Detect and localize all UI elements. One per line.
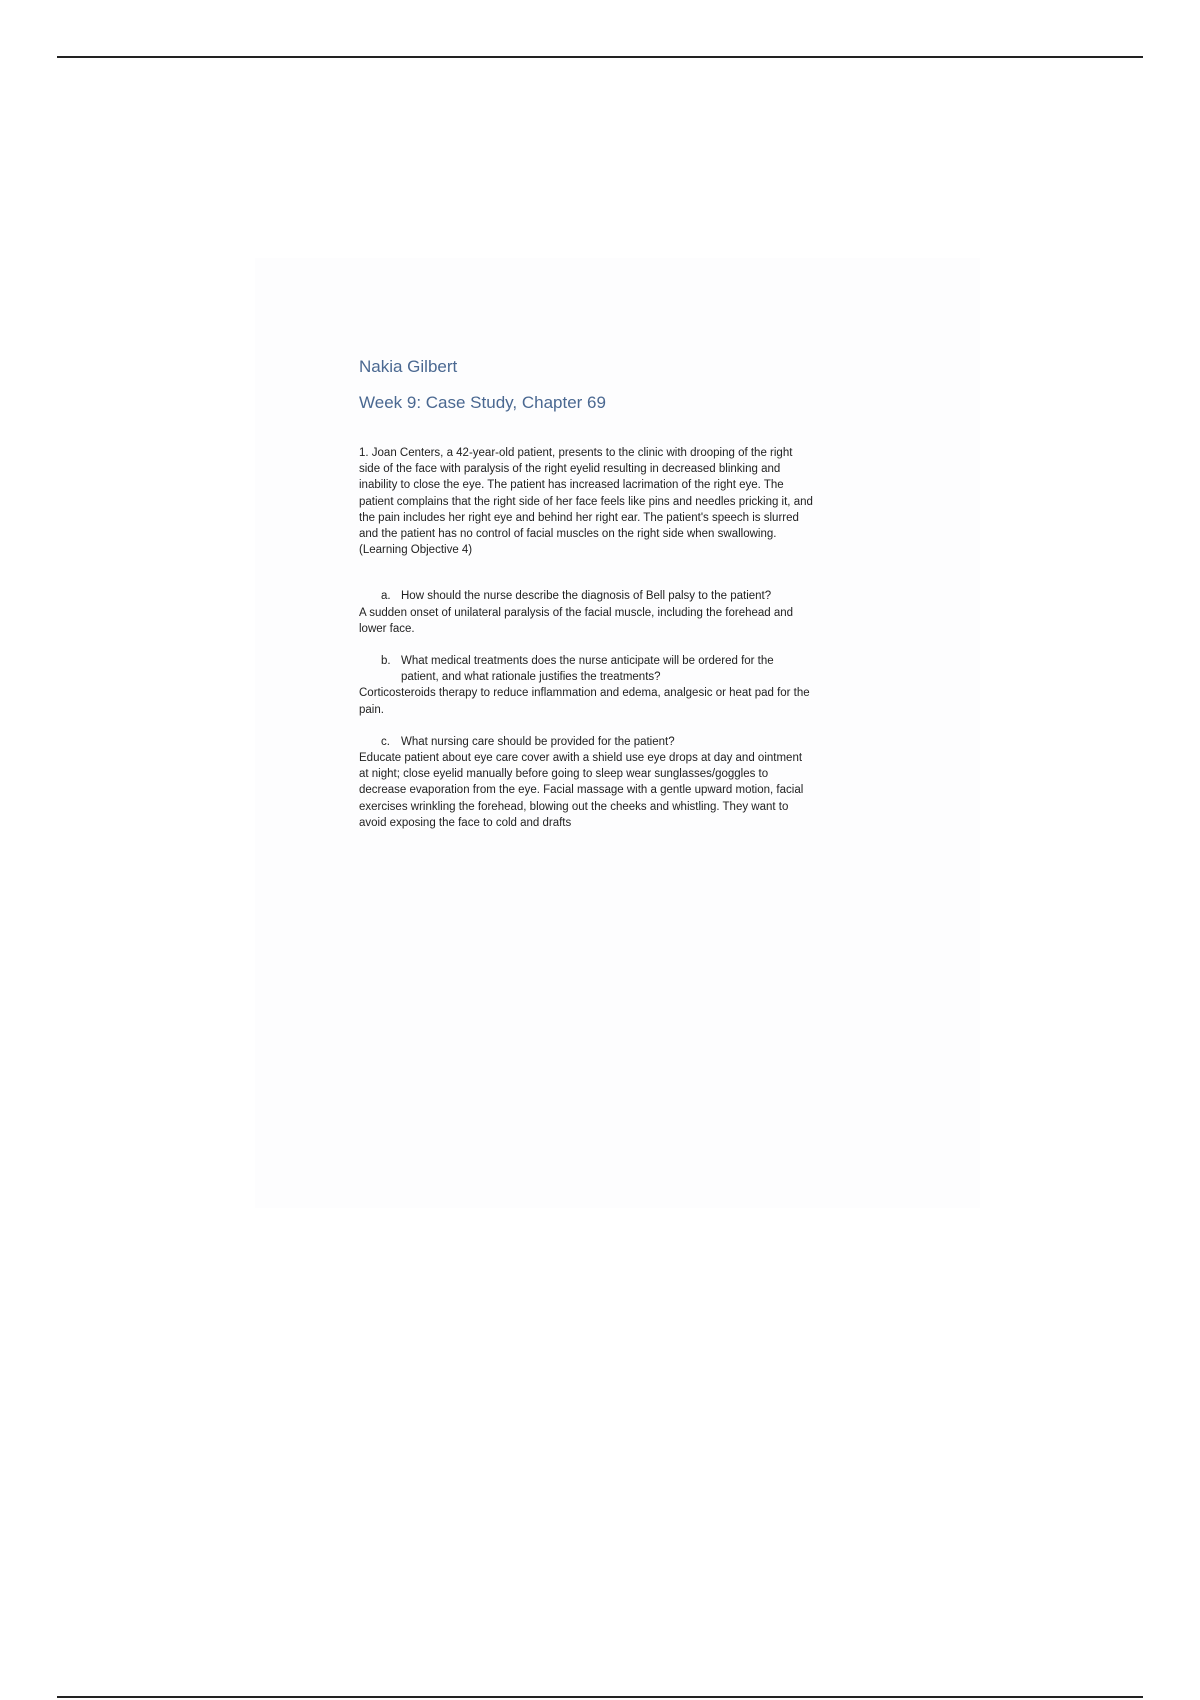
subquestion-question: What medical treatments does the nurse anticipate will be ordered for the patient, and what rationale justifies the treatments? xyxy=(401,655,774,684)
answer-c: Educate patient about eye care cover awith a shield use eye drops at day and ointment at night; close eyelid manually before going to sleep wear sunglasses/goggles to decrease evaporation from the eye. Facial massage with a gentle upward motion, facial exercises wrinkling the forehead, blowing out the cheeks and whistling. They want to avoid exposing the face to cold and drafts xyxy=(359,752,804,829)
question-intro: 1. Joan Centers, a 42-year-old patient, presents to the clinic with drooping of the right side of the face with paralysis of the right eyelid resulting in decreased blinking and inability to close the eye. The patient has increased lacrimation of the right eye. The patient complains that the right side of her face feels like pins and needles pricking it, and the pain includes her right eye and behind her right ear. The patient's speech is slurred and the patient has no control of facial muscles on the right side when swallowing. (Learning Objective 4) xyxy=(359,447,813,557)
subquestion-b xyxy=(359,653,814,718)
bottom-rule xyxy=(57,1696,1143,1698)
answer-b: Corticosteroids therapy to reduce inflammation and edema, analgesic or heat pad for the pain. xyxy=(359,687,810,716)
subquestion-question: How should the nurse describe the diagnosis of Bell palsy to the patient? xyxy=(401,590,772,603)
author-name: Nakia Gilbert xyxy=(359,357,458,376)
subquestion-marker: a. xyxy=(381,590,391,603)
subquestion-text xyxy=(359,734,814,750)
top-rule xyxy=(57,56,1143,58)
subquestion-c xyxy=(359,734,814,831)
document-title: Week 9: Case Study, Chapter 69 xyxy=(359,393,606,412)
subquestion-text xyxy=(359,588,814,604)
subquestion-marker: c. xyxy=(381,735,390,748)
subquestion-text xyxy=(359,653,814,685)
subquestion-marker: b. xyxy=(381,655,391,668)
subquestion-question: What nursing care should be provided for the patient? xyxy=(401,735,675,748)
subquestion-a xyxy=(359,588,814,637)
answer-a: A sudden onset of unilateral paralysis of the facial muscle, including the forehead and lower face. xyxy=(359,606,794,635)
document-content xyxy=(359,356,814,831)
